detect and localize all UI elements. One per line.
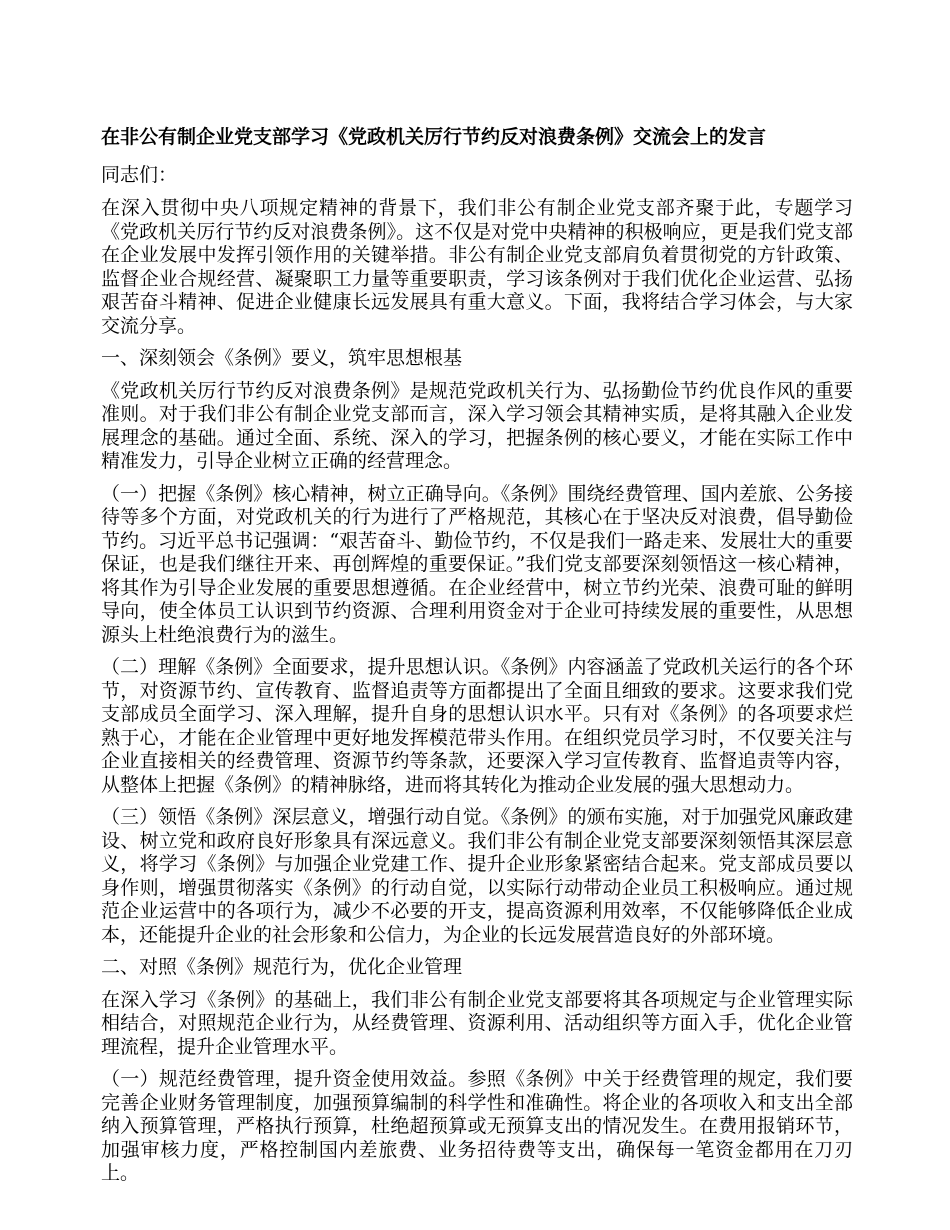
paragraph-section1-item1: （一）把握《条例》核心精神，树立正确导向。《条例》围绕经费管理、国内差旅、公务接待等多个方面，对党政机关的行为进行了严格规范，其核心在于坚决反对浪费，倡导勤俭节约。习近平总书记强调：“艰苦奋斗、勤俭节约，不仅是我们一路走来、发展壮大的重要保证，也是我们继往开来、再创辉煌的重要保证。”我们党支部要深刻领悟这一核心精神，将其作为引导企业发展的重要思想遵循。在企业经营中，树立节约光荣、浪费可耻的鲜明导向，使全体员工认识到节约资源、合理利用资金对于企业可持续发展的重要性，从思想源头上杜绝浪费行为的滋生。 (101, 482, 853, 646)
paragraph-section1-intro: 《党政机关厉行节约反对浪费条例》是规范党政机关行为、弘扬勤俭节约优良作风的重要准则。对于我们非公有制企业党支部而言，深入学习领会其精神实质，是将其融入企业发展理念的基础。通过全面、系统、深入的学习，把握条例的核心要义，才能在实际工作中精准发力，引导企业树立正确的经营理念。 (101, 379, 853, 472)
paragraph-section1-item2: （二）理解《条例》全面要求，提升思想认识。《条例》内容涵盖了党政机关运行的各个环节，对资源节约、宣传教育、监督追责等方面都提出了全面且细致的要求。这要求我们党支部成员全面学习、深入理解，提升自身的思想认识水平。只有对《条例》的各项要求烂熟于心，才能在企业管理中更好地发挥模范带头作用。在组织党员学习时，不仅要关注与企业直接相关的经费管理、资源节约等条款，还要深入学习宣传教育、监督追责等内容，从整体上把握《条例》的精神脉络，进而将其转化为推动企业发展的强大思想动力。 (101, 656, 853, 796)
paragraph-section2-intro: 在深入学习《条例》的基础上，我们非公有制企业党支部要将其各项规定与企业管理实际相结合，对照规范企业行为，从经费管理、资源利用、活动组织等方面入手，优化企业管理流程，提升企业管理水平。 (101, 988, 853, 1058)
salutation: 同志们： (101, 163, 178, 186)
document-content (101, 126, 853, 1186)
paragraph-section2-item1: （一）规范经费管理，提升资金使用效益。参照《条例》中关于经费管理的规定，我们要完善企业财务管理制度，加强预算编制的科学性和准确性。将企业的各项收入和支出全部纳入预算管理，严格执行预算，杜绝超预算或无预算支出的情况发生。在费用报销环节，加强审核力度，严格控制国内差旅费、业务招待费等支出，确保每一笔资金都用在刀刃上。 (101, 1068, 853, 1184)
paragraph-section1-item3: （三）领悟《条例》深层意义，增强行动自觉。《条例》的颁布实施，对于加强党风廉政建设、树立党和政府良好形象具有深远意义。我们非公有制企业党支部要深刻领悟其深层意义，将学习《条例》与加强企业党建工作、提升企业形象紧密结合起来。党支部成员要以身作则，增强贯彻落实《条例》的行动自觉，以实际行动带动企业员工积极响应。通过规范企业运营中的各项行为，减少不必要的开支，提高资源利用效率，不仅能够降低企业成本，还能提升企业的社会形象和公信力，为企业的长远发展营造良好的外部环境。 (101, 806, 853, 946)
section-heading-2: 二、对照《条例》规范行为，优化企业管理 (101, 956, 463, 978)
paragraph-intro: 在深入贯彻中央八项规定精神的背景下，我们非公有制企业党支部齐聚于此，专题学习《党政机关厉行节约反对浪费条例》。这不仅是对党中央精神的积极响应，更是我们党支部在企业发展中发挥引领作用的关键举措。非公有制企业党支部肩负着贯彻党的方针政策、监督企业合规经营、凝聚职工力量等重要职责，学习该条例对于我们优化企业运营、弘扬艰苦奋斗精神、促进企业健康长远发展具有重大意义。下面，我将结合学习体会，与大家交流分享。 (101, 197, 853, 337)
document-title: 在非公有制企业党支部学习《党政机关厉行节约反对浪费条例》交流会上的发言 (101, 126, 767, 148)
section-heading-1: 一、深刻领会《条例》要义，筑牢思想根基 (101, 347, 463, 369)
